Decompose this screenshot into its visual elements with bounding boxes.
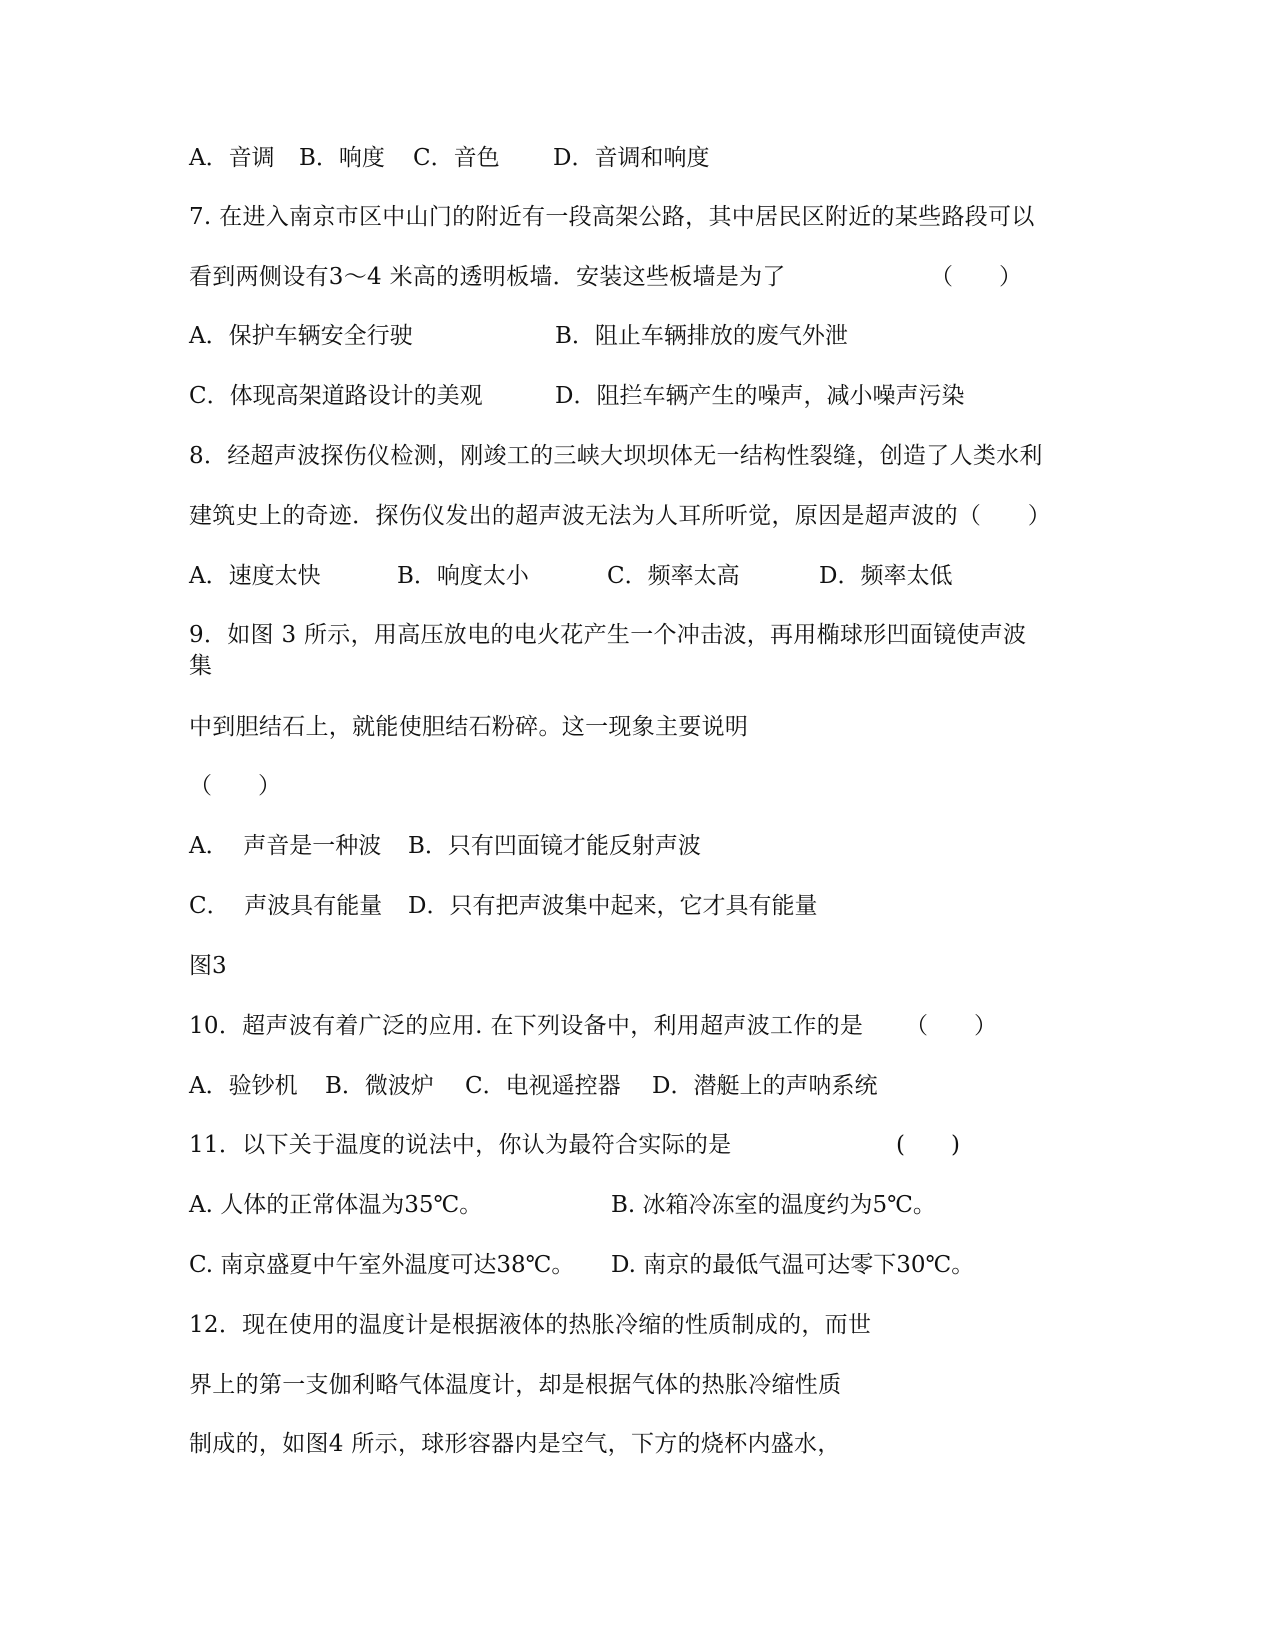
q9-option-b: B．只有凹面镜才能反射声波	[408, 833, 701, 859]
q10-option-d: D．潜艇上的声呐系统	[652, 1073, 878, 1099]
q9-option-a: A． 声音是一种波	[189, 833, 382, 859]
q8-stem-line2: 建筑史上的奇迹．探伤仪发出的超声波无法为人耳所听觉，原因是超声波的（ ）	[189, 503, 1052, 529]
q10-stem: 10．超声波有着广泛的应用. 在下列设备中，利用超声波工作的是	[189, 1013, 864, 1039]
q7-stem-line1: 7. 在进入南京市区中山门的附近有一段高架公路，其中居民区附近的某些路段可以	[189, 204, 1035, 230]
q8-option-a: A．速度太快	[189, 563, 321, 589]
q11-option-c: C. 南京盛夏中午室外温度可达38℃。	[189, 1252, 575, 1278]
q11-option-b: B. 冰箱冷冻室的温度约为5℃。	[611, 1192, 936, 1218]
q10-answer-paren: （ ）	[905, 1013, 997, 1039]
q9-option-c: C． 声波具有能量	[189, 893, 383, 919]
q9-stem-line1: 9．如图 3 所示，用高压放电的电火花产生一个冲击波，再用椭球形凹面镜使声波	[189, 622, 1027, 648]
q8-option-c: C．频率太高	[607, 563, 740, 589]
q12-stem-line1: 12．现在使用的温度计是根据液体的热胀冷缩的性质制成的，而世	[189, 1312, 872, 1338]
q12-stem-line3: 制成的，如图4 所示，球形容器内是空气，下方的烧杯内盛水，	[189, 1431, 841, 1457]
q6-option-d: D．音调和响度	[553, 145, 710, 171]
q11-option-d: D. 南京的最低气温可达零下30℃。	[611, 1252, 975, 1278]
q10-option-a: A．验钞机	[189, 1073, 298, 1099]
q11-option-a: A. 人体的正常体温为35℃。	[189, 1192, 483, 1218]
q6-option-a: A．音调	[189, 145, 275, 171]
q9-stem-line1-overflow: 集	[189, 653, 213, 679]
q8-option-d: D．频率太低	[819, 563, 953, 589]
q11-answer-paren: ( )	[896, 1132, 960, 1158]
q9-stem-line2: 中到胆结石上，就能使胆结石粉碎。这一现象主要说明	[189, 714, 749, 740]
q10-option-b: B．微波炉	[325, 1073, 434, 1099]
q9-figure-label: 图3	[189, 953, 227, 979]
q9-answer-paren: （ ）	[189, 773, 281, 799]
q7-answer-paren: （ ）	[930, 264, 1022, 290]
q7-option-a: A．保护车辆安全行驶	[189, 323, 413, 349]
q12-stem-line2: 界上的第一支伽利略气体温度计，却是根据气体的热胀冷缩性质	[189, 1372, 842, 1398]
q10-option-c: C．电视遥控器	[465, 1073, 621, 1099]
q7-option-b: B．阻止车辆排放的废气外泄	[555, 323, 848, 349]
q8-stem-line1: 8．经超声波探伤仪检测，刚竣工的三峡大坝坝体无一结构性裂缝，创造了人类水利	[189, 443, 1043, 469]
q7-option-c: C．体现高架道路设计的美观	[189, 383, 483, 409]
q7-option-d: D．阻拦车辆产生的噪声，减小噪声污染	[555, 383, 965, 409]
q6-option-b: B．响度	[299, 145, 385, 171]
q7-stem-line2: 看到两侧设有3～4 米高的透明板墙．安装这些板墙是为了	[189, 264, 786, 290]
q8-option-b: B．响度太小	[397, 563, 529, 589]
q9-option-d: D．只有把声波集中起来，它才具有能量	[408, 893, 818, 919]
q11-stem: 11．以下关于温度的说法中，你认为最符合实际的是	[189, 1132, 732, 1158]
q6-option-c: C．音色	[413, 145, 500, 171]
